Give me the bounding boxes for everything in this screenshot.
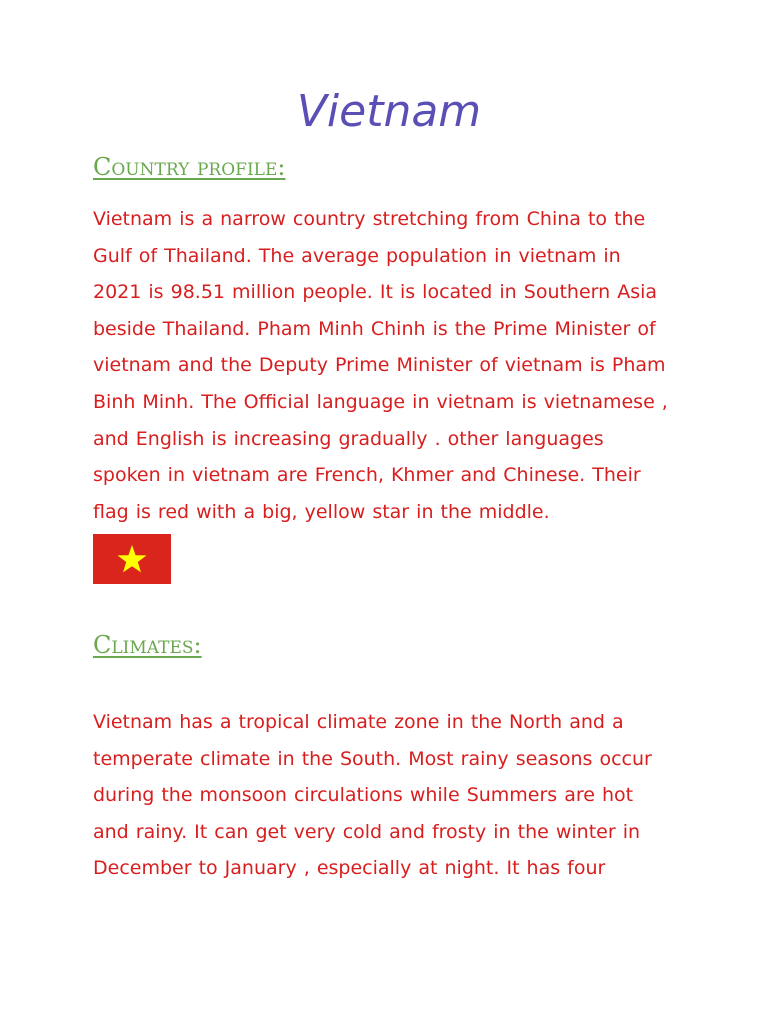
vietnam-flag-icon: [93, 534, 171, 584]
climates-paragraph: Vietnam has a tropical climate zone in the North and a temperate climate in the South. Most rainy seasons occur during the monsoon circulations while Summers are hot and rainy. It can get very cold and frosty in the winter in December to January , especially at night. It has four: [93, 711, 652, 880]
flag-star-icon: [93, 534, 171, 584]
climates-heading: Climates:: [93, 631, 202, 659]
country-profile-paragraph: Vietnam is a narrow country stretching from China to the Gulf of Thailand. The average population in vietnam in 2021 is 98.51 million people. It is located in Southern Asia beside Thailand. Pham Minh Chinh is the Prime Minister of vietnam and the Deputy Prime Minister of vietnam is Pham Binh Minh. The Official language in vietnam is vietnamese , and English is increasing gradually . other languages spoken in vietnam are French, Khmer and Chinese. Their flag is red with a big, yellow star in the middle.: [93, 208, 668, 523]
page-title: Vietnam: [296, 86, 482, 137]
country-profile-heading: Country profile:: [93, 153, 286, 181]
